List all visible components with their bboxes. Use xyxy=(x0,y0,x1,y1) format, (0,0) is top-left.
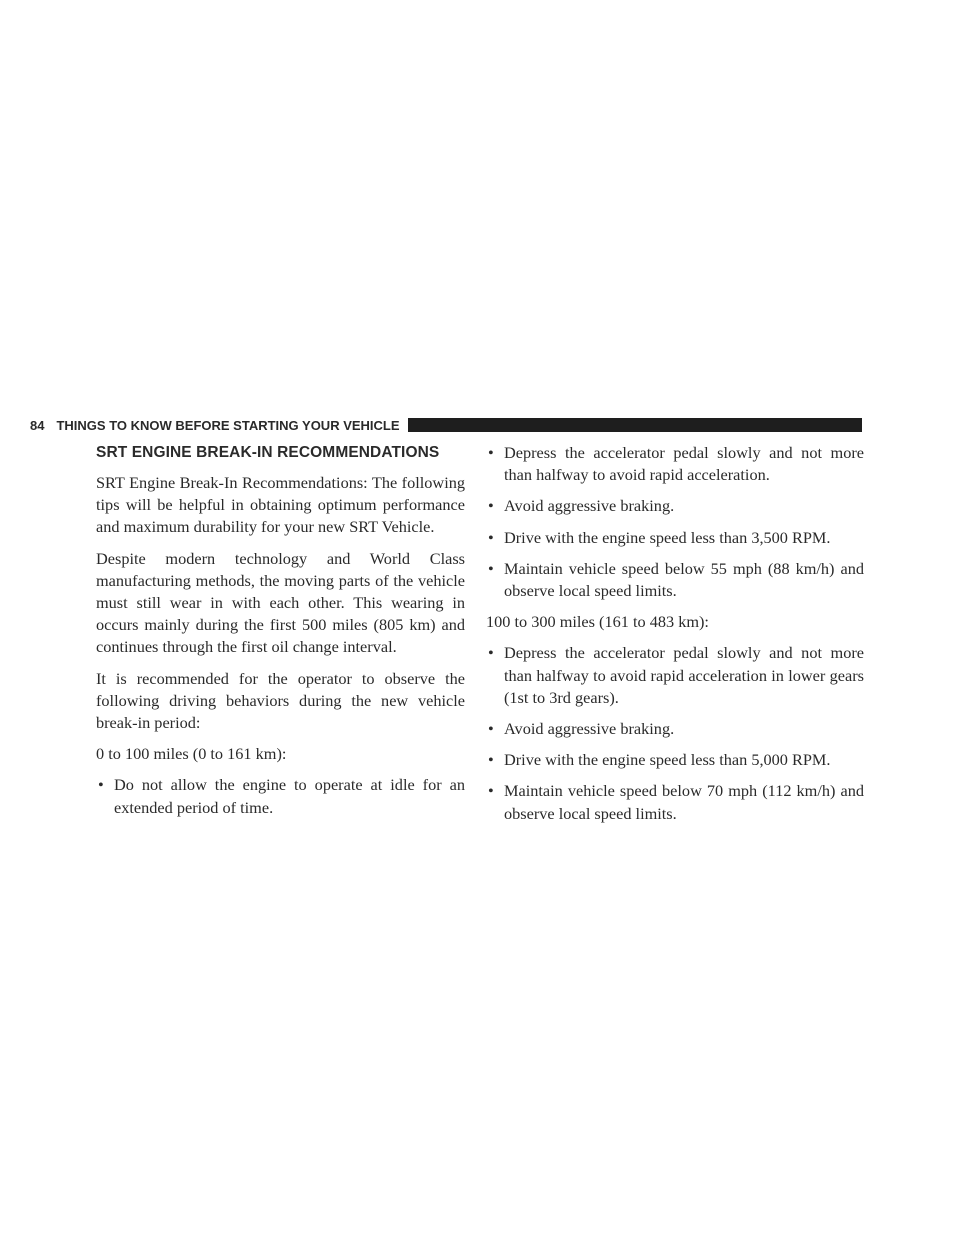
list-item-text: Drive with the engine speed less than 3,500 RPM. xyxy=(504,527,831,547)
bullet-icon: • xyxy=(488,527,494,547)
list-item-text: Do not allow the engine to operate at idle for an extended period of time. xyxy=(114,775,465,817)
section-title: SRT ENGINE BREAK-IN RECOMMENDATIONS xyxy=(96,444,440,461)
page-number: 84 xyxy=(30,417,45,433)
recommendation-paragraph: It is recommended for the operator to observe the following driving behaviors during the new vehicle break-in period: xyxy=(96,668,465,733)
technology-paragraph: Despite modern technology and World Class manufacturing methods, the moving parts of the vehicle must still wear in with each other. This wearing in occurs mainly during the first 500 miles (805 km) and continues through the first oil change interval. xyxy=(96,548,465,657)
list-item-text: Drive with the engine speed less than 5,000 RPM. xyxy=(504,750,831,770)
list-item xyxy=(486,495,864,517)
list-item xyxy=(486,442,864,486)
bullet-icon: • xyxy=(488,558,494,578)
range-heading-100-300: 100 to 300 miles (161 to 483 km): xyxy=(486,612,709,632)
list-item-text: Avoid aggressive braking. xyxy=(504,719,675,739)
list-item-text: Maintain vehicle speed below 55 mph (88 km/h) and observe local speed limits. xyxy=(504,558,864,601)
bullet-icon: • xyxy=(98,775,104,795)
bullet-icon: • xyxy=(488,643,494,663)
running-title: THINGS TO KNOW BEFORE STARTING YOUR VEHICLE xyxy=(56,417,400,433)
bullet-icon: • xyxy=(488,443,494,462)
bullet-icon: • xyxy=(488,781,494,801)
bullet-icon: • xyxy=(488,496,494,516)
bullet-icon: • xyxy=(488,750,494,770)
list-item xyxy=(486,558,864,602)
left-column xyxy=(96,442,465,828)
range-heading-0-100: 0 to 100 miles (0 to 161 km): xyxy=(96,744,287,764)
list-item xyxy=(486,749,864,771)
list-item-text: Maintain vehicle speed below 70 mph (112 km/h) and observe local speed limits. xyxy=(504,781,864,823)
list-item xyxy=(96,774,465,818)
right-column xyxy=(486,442,864,834)
running-header xyxy=(30,416,862,434)
header-rule xyxy=(408,418,862,432)
list-item xyxy=(486,642,864,709)
bullet-list-100-300 xyxy=(486,642,864,824)
bullet-list-0-100-part2 xyxy=(486,442,864,602)
list-item xyxy=(486,527,864,549)
intro-paragraph: SRT Engine Break-In Recommendations: The following tips will be helpful in obtaining optimum performance and maximum durability for your new SRT Vehicle. xyxy=(96,473,465,537)
list-item-text: Depress the accelerator pedal slowly and not more than halfway to avoid rapid acceleration in lower gears (1st to 3rd gears). xyxy=(504,643,864,707)
list-item-text: Depress the accelerator pedal slowly and not more than halfway to avoid rapid acceleration. xyxy=(504,443,864,485)
list-item-text: Avoid aggressive braking. xyxy=(504,496,675,516)
bullet-icon: • xyxy=(488,719,494,739)
list-item xyxy=(486,780,864,824)
list-item xyxy=(486,718,864,740)
bullet-list-0-100-part1 xyxy=(96,774,465,818)
